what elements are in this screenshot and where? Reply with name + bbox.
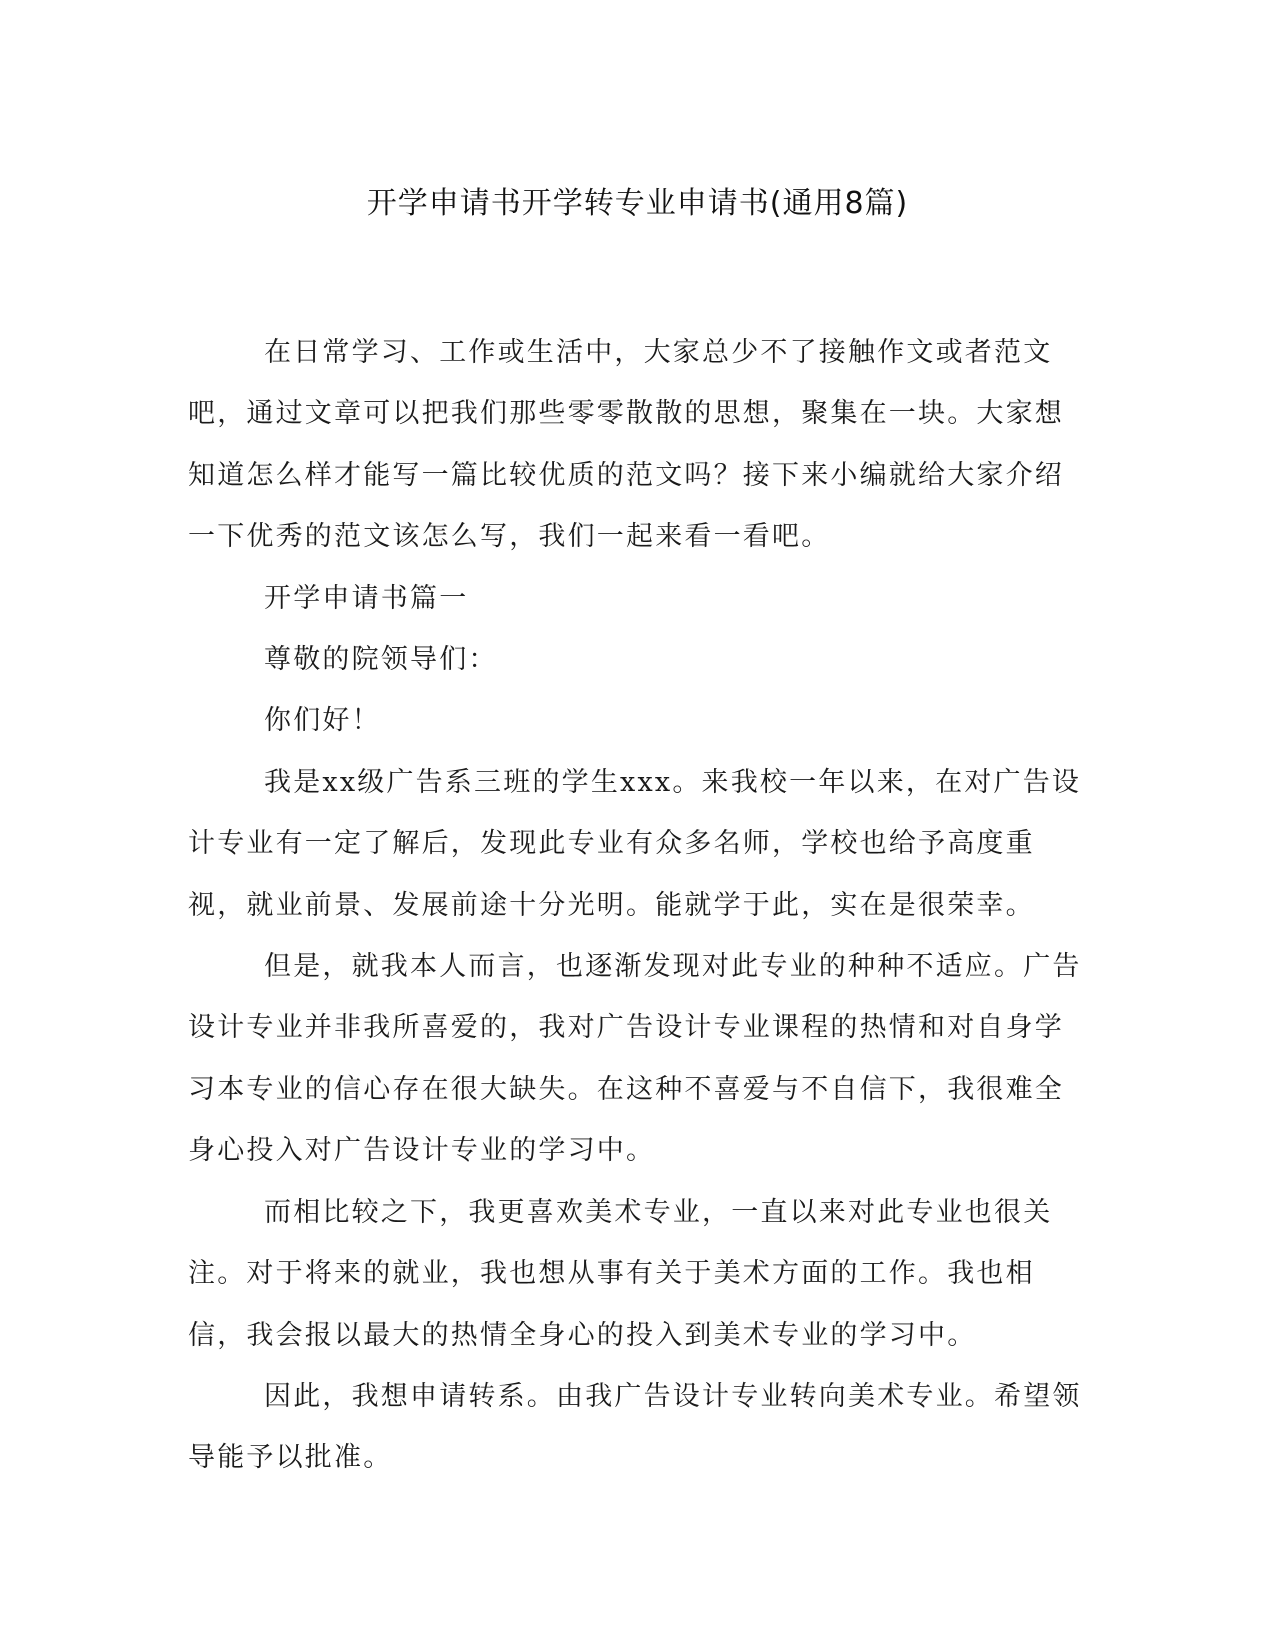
body-paragraph: 我是xx级广告系三班的学生xxx。来我校一年以来，在对广告设计专业有一定了解后，发现此专业有众多名师，学校也给予高度重视，就业前景、发展前途十分光明。能就学于此，实在是很荣幸。 [188, 766, 1082, 921]
intro-paragraph: 在日常学习、工作或生活中，大家总少不了接触作文或者范文吧，通过文章可以把我们那些零零散散的思想，聚集在一块。大家想知道怎么样才能写一篇比较优质的范文吗？接下来小编就给大家介绍一下优秀的范文该怎么写，我们一起来看一看吧。 [188, 337, 1064, 553]
greeting: 你们好！ [264, 705, 381, 737]
document-body [188, 322, 1088, 1489]
body-paragraph: 因此，我想申请转系。由我广告设计专业转向美术专业。希望领导能予以批准。 [188, 1380, 1082, 1474]
body-paragraph: 而相比较之下，我更喜欢美术专业，一直以来对此专业也很关注。对于将来的就业，我也想从事有关于美术方面的工作。我也相信，我会报以最大的热情全身心的投入到美术专业的学习中。 [188, 1196, 1053, 1351]
section-heading: 开学申请书篇一 [264, 582, 469, 614]
body-paragraph: 但是，就我本人而言，也逐渐发现对此专业的种种不适应。广告设计专业并非我所喜爱的，我对广告设计专业课程的热情和对自身学习本专业的信心存在很大缺失。在这种不喜爱与不自信下，我很难全身心投入对广告设计专业的学习中。 [188, 951, 1082, 1167]
document-title: 开学申请书开学转专业申请书(通用8篇) [366, 186, 909, 221]
salutation: 尊敬的院领导们： [264, 644, 498, 676]
